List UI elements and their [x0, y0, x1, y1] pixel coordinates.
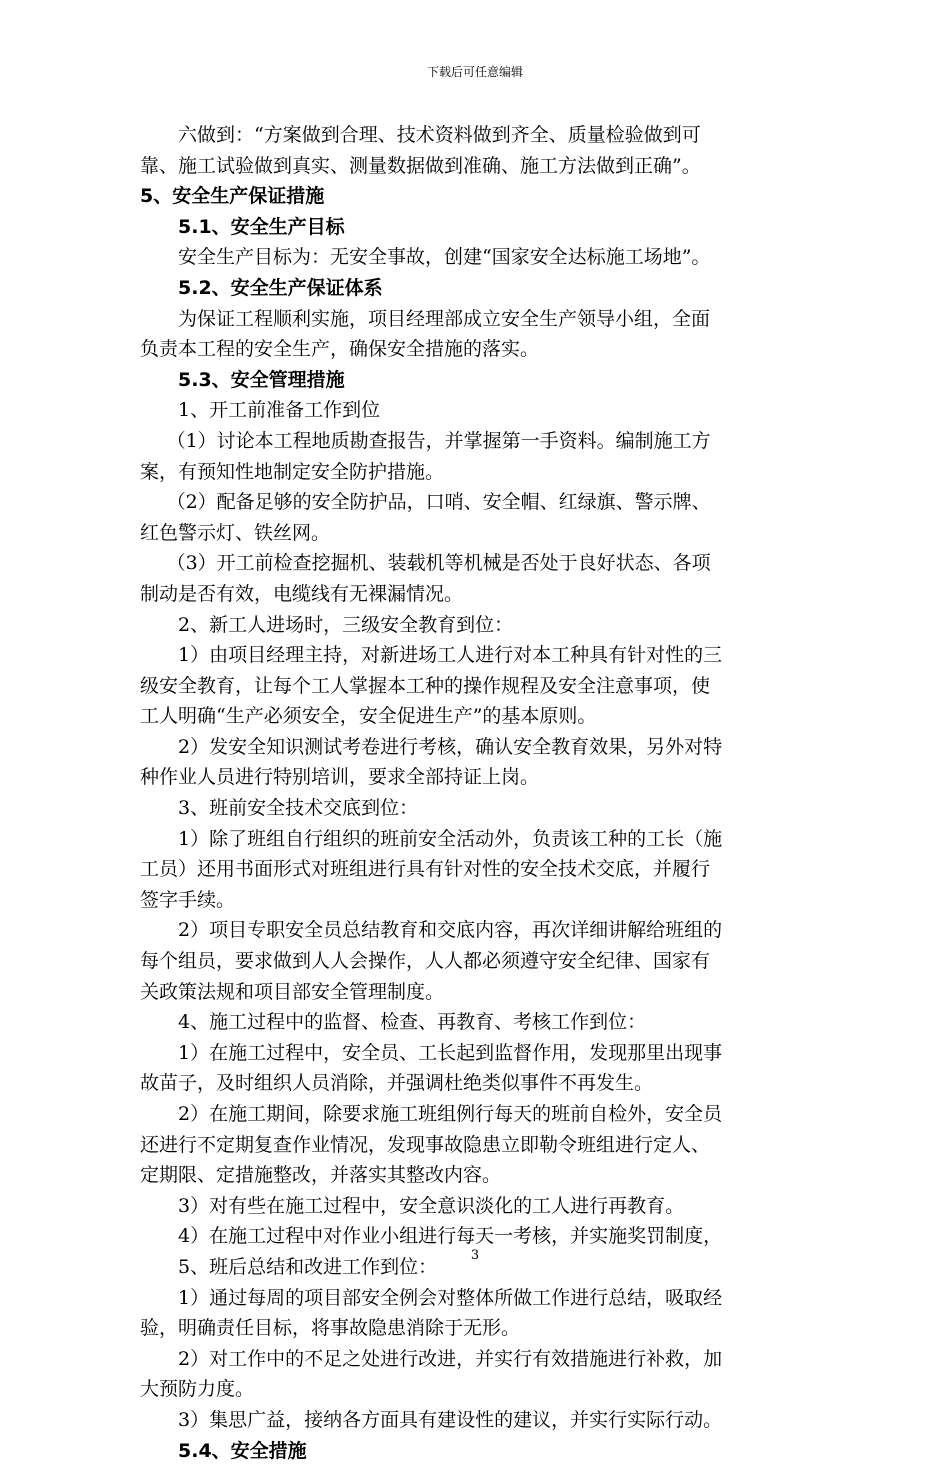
paragraph — [140, 640, 840, 732]
paragraph — [140, 1405, 840, 1436]
text-line: 1）除了班组自行组织的班前安全活动外，负责该工种的工长（施 — [178, 827, 723, 850]
document-body — [140, 120, 840, 1466]
text-line: 故苗子，及时组织人员消除，并强调杜绝类似事件不再发生。 — [140, 1072, 654, 1095]
text-line: 1）在施工过程中，安全员、工长起到监督作用，发现那里出现事 — [178, 1041, 723, 1064]
paragraph — [140, 610, 840, 641]
text-line: 2）发安全知识测试考卷进行考核，确认安全教育效果，另外对特 — [178, 735, 723, 758]
text-line: 每个组员，要求做到人人会操作，人人都必须遵守安全纪律、国家有 — [140, 950, 711, 973]
text-line: 大预防力度。 — [140, 1378, 255, 1401]
page-number: 3 — [470, 1248, 480, 1263]
text-line: 种作业人员进行特别培训，要求全部持证上岗。 — [140, 766, 540, 789]
text-line: 3）对有些在施工过程中，安全意识淡化的工人进行再教育。 — [178, 1194, 685, 1217]
paragraph — [140, 793, 840, 824]
text-line: （1）讨论本工程地质勘查报告，并掌握第一手资料。编制施工方 — [166, 429, 711, 452]
text-line: 级安全教育，让每个工人掌握本工种的操作规程及安全注意事项，使 — [140, 674, 711, 697]
text-line: 安全生产目标为：无安全事故，创建“国家安全达标施工场地”。 — [178, 246, 711, 269]
paragraph — [140, 1283, 840, 1344]
paragraph — [140, 1038, 840, 1099]
subsection-heading: 5.3、安全管理措施 — [178, 368, 345, 391]
text-line: 负责本工程的安全生产，确保安全措施的落实。 — [140, 338, 540, 361]
text-line: 工人明确“生产必须安全，安全促进生产”的基本原则。 — [140, 705, 597, 728]
text-line: 4）在施工过程中对作业小组进行每天一考核，并实施奖罚制度， — [178, 1225, 723, 1248]
section-heading: 5、安全生产保证措施 — [140, 185, 325, 208]
paragraph — [140, 426, 840, 487]
subsection-heading: 5.4、安全措施 — [178, 1439, 307, 1462]
text-line: 制动是否有效，电缆线有无裸漏情况。 — [140, 582, 464, 605]
text-line: 验，明确责任目标，将事故隐患消除于无形。 — [140, 1317, 521, 1340]
text-line: 3、班前安全技术交底到位： — [178, 797, 419, 820]
text-line: 4、施工过程中的监督、检查、再教育、考核工作到位： — [178, 1011, 647, 1034]
text-line: （3）开工前检查挖掘机、装载机等机械是否处于良好状态、各项 — [166, 552, 711, 575]
paragraph — [140, 1191, 840, 1222]
text-line: （2）配备足够的安全防护品，口哨、安全帽、红绿旗、警示牌、 — [166, 491, 711, 514]
subsection-heading: 5.1、安全生产目标 — [178, 215, 345, 238]
paragraph — [140, 304, 840, 365]
paragraph — [140, 242, 840, 273]
text-line: 3）集思广益，接纳各方面具有建设性的建议，并实行实际行动。 — [178, 1408, 723, 1431]
paragraph — [140, 1007, 840, 1038]
text-line: 签字手续。 — [140, 888, 236, 911]
text-line: 2）项目专职安全员总结教育和交底内容，再次详细讲解给班组的 — [178, 919, 723, 942]
text-line: 5、班后总结和改进工作到位： — [178, 1255, 438, 1278]
text-line: 红色警示灯、铁丝网。 — [140, 521, 331, 544]
text-line: 为保证工程顺利实施，项目经理部成立安全生产领导小组，全面 — [178, 307, 711, 330]
text-line: 1）通过每周的项目部安全例会对整体所做工作进行总结，吸取经 — [178, 1286, 723, 1309]
text-line: 关政策法规和项目部安全管理制度。 — [140, 980, 445, 1003]
text-line: 案，有预知性地制定安全防护措施。 — [140, 460, 445, 483]
text-line: 1、开工前准备工作到位 — [178, 399, 381, 422]
text-line: 1）由项目经理主持，对新进场工人进行对本工种具有针对性的三 — [178, 644, 723, 667]
paragraph — [140, 120, 840, 181]
text-line: 2、新工人进场时，三级安全教育到位： — [178, 613, 514, 636]
subsection-heading: 5.2、安全生产保证体系 — [178, 276, 383, 299]
paragraph — [140, 732, 840, 793]
paragraph — [140, 824, 840, 916]
text-line: 靠、施工试验做到真实、测量数据做到准确、施工方法做到正确”。 — [140, 154, 701, 177]
paragraph — [140, 1099, 840, 1191]
paragraph — [140, 548, 840, 609]
text-line: 定期限、定措施整改，并落实其整改内容。 — [140, 1164, 502, 1187]
paragraph — [140, 487, 840, 548]
text-line: 2）在施工期间，除要求施工班组例行每天的班前自检外，安全员 — [178, 1103, 723, 1125]
paragraph — [140, 1344, 840, 1405]
text-line: 2）对工作中的不足之处进行改进，并实行有效措施进行补救，加 — [178, 1347, 723, 1370]
page-header: 下载后可任意编辑 — [426, 65, 523, 79]
paragraph — [140, 915, 840, 1007]
text-line: 六做到：“方案做到合理、技术资料做到齐全、质量检验做到可 — [178, 124, 701, 146]
text-line: 还进行不定期复查作业情况，发现事故隐患立即勒令班组进行定人、 — [140, 1133, 711, 1156]
text-line: 工员）还用书面形式对班组进行具有针对性的安全技术交底，并履行 — [140, 858, 711, 881]
paragraph — [140, 395, 840, 426]
